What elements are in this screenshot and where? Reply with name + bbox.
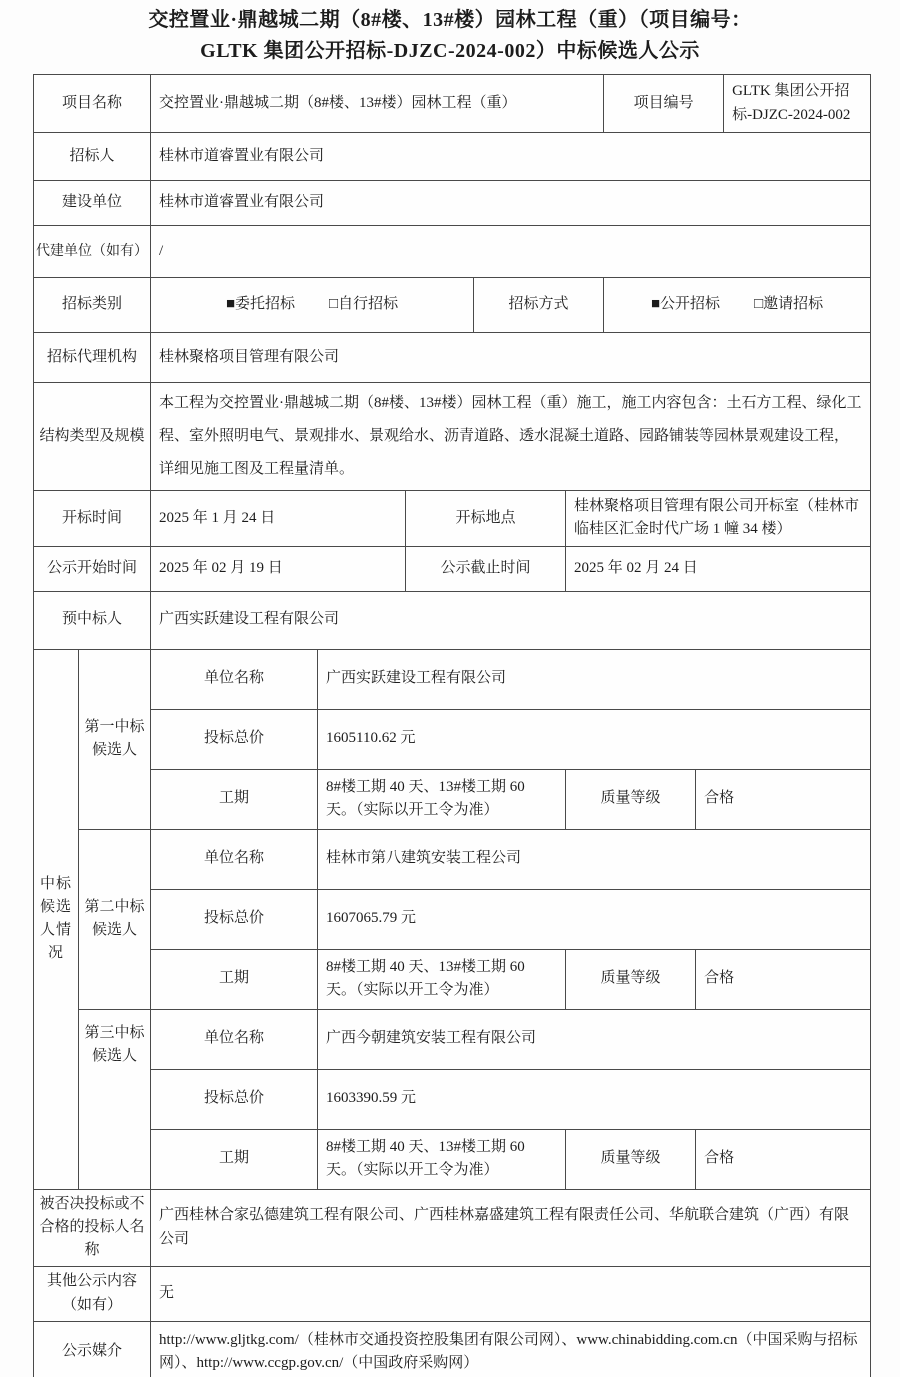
candidate1-duration-label: 工期: [151, 769, 318, 829]
candidate3-rank-label: 第三中标候选人: [79, 1009, 151, 1189]
bidding-method-label: 招标方式: [474, 278, 604, 333]
candidate1-quality-value: 合格: [696, 769, 871, 829]
candidate1-rank-label: 第一中标候选人: [79, 649, 151, 829]
structure-value: 本工程为交控置业·鼎越城二期（8#楼、13#楼）园林工程（重）施工，施工内容包含：土石方工程、绿化工程、室外照明电气、景观排水、景观给水、沥青道路、透水混凝土道路、园路铺装等园林景观建设工程，详细见施工图及工程量清单。: [151, 383, 871, 491]
row-bidding-category: [34, 278, 871, 333]
document-title-line1: 交控置业·鼎越城二期（8#楼、13#楼）园林工程（重）（项目编号：: [148, 9, 752, 31]
row-agent-build: [34, 226, 871, 278]
row-publicity-media: [34, 1321, 871, 1377]
pre-winner-value: 广西实跃建设工程有限公司: [151, 591, 871, 649]
candidate1-duration-value: 8#楼工期 40 天、13#楼工期 60 天。（实际以开工令为准）: [318, 769, 566, 829]
row-bid-open: [34, 491, 871, 547]
candidate3-price-label: 投标总价: [151, 1069, 318, 1129]
candidate2-quality-label: 质量等级: [566, 949, 696, 1009]
row-candidate2-price: [34, 889, 871, 949]
candidate3-quality-label: 质量等级: [566, 1129, 696, 1189]
candidate1-unit-value: 广西实跃建设工程有限公司: [318, 649, 871, 709]
bid-open-time-value: 2025 年 1 月 24 日: [151, 491, 406, 547]
candidate2-duration-value: 8#楼工期 40 天、13#楼工期 60 天。（实际以开工令为准）: [318, 949, 566, 1009]
candidate3-unit-label: 单位名称: [151, 1009, 318, 1069]
bid-open-time-label: 开标时间: [34, 491, 151, 547]
bid-open-place-label: 开标地点: [406, 491, 566, 547]
bidding-category-option-entrust: ■委托招标: [225, 296, 296, 313]
candidate2-rank-label: 第二中标候选人: [79, 829, 151, 1009]
announcement-table: [33, 74, 871, 1377]
agency-value: 桂林聚格项目管理有限公司: [151, 333, 871, 383]
row-tenderer: [34, 133, 871, 181]
candidate3-unit-value: 广西今朝建筑安装工程有限公司: [318, 1009, 871, 1069]
publicity-start-value: 2025 年 02 月 19 日: [151, 546, 406, 591]
candidate1-price-value: 1605110.62 元: [318, 709, 871, 769]
bid-open-place-value: 桂林聚格项目管理有限公司开标室（桂林市临桂区汇金时代广场 1 幢 34 楼）: [566, 491, 871, 547]
document-title-line2: GLTK 集团公开招标-DJZC-2024-002）中标候选人公示: [200, 40, 700, 62]
agency-label: 招标代理机构: [34, 333, 151, 383]
bidding-method-option-invite: □邀请招标: [754, 296, 824, 313]
candidate1-price-label: 投标总价: [151, 709, 318, 769]
row-pre-winner: [34, 591, 871, 649]
row-structure: [34, 383, 871, 491]
row-candidate1-duration: [34, 769, 871, 829]
candidate1-unit-label: 单位名称: [151, 649, 318, 709]
publicity-end-value: 2025 年 02 月 24 日: [566, 546, 871, 591]
candidate3-duration-label: 工期: [151, 1129, 318, 1189]
project-name-value: 交控置业·鼎越城二期（8#楼、13#楼）园林工程（重）: [151, 75, 604, 133]
document-title: [0, 5, 900, 67]
bidding-category-label: 招标类别: [34, 278, 151, 333]
tenderer-value: 桂林市道睿置业有限公司: [151, 133, 871, 181]
publicity-media-label: 公示媒介: [34, 1321, 151, 1377]
bidding-method-option-open: ■公开招标: [651, 296, 721, 313]
construction-unit-label: 建设单位: [34, 181, 151, 226]
row-other-content: [34, 1266, 871, 1321]
row-publicity-period: [34, 546, 871, 591]
candidate2-duration-label: 工期: [151, 949, 318, 1009]
publicity-start-label: 公示开始时间: [34, 546, 151, 591]
row-candidate3-duration: [34, 1129, 871, 1189]
bidding-method-options: [604, 278, 871, 333]
candidate1-quality-label: 质量等级: [566, 769, 696, 829]
row-candidate2-unit: [34, 829, 871, 889]
other-content-label: 其他公示内容（如有）: [34, 1266, 151, 1321]
other-content-value: 无: [151, 1266, 871, 1321]
candidate3-quality-value: 合格: [696, 1129, 871, 1189]
row-project: [34, 75, 871, 133]
rejected-bidders-value: 广西桂林合家弘德建筑工程有限公司、广西桂林嘉盛建筑工程有限责任公司、华航联合建筑（广西）有限公司: [151, 1189, 871, 1266]
candidate2-price-value: 1607065.79 元: [318, 889, 871, 949]
row-construction-unit: [34, 181, 871, 226]
row-candidate3-price: [34, 1069, 871, 1129]
publicity-media-value: http://www.gljtkg.com/（桂林市交通投资控股集团有限公司网）、www.chinabidding.com.cn（中国采购与招标网）、http://www.ccgp.gov.cn/（中国政府采购网）: [151, 1321, 871, 1377]
structure-label: 结构类型及规模: [34, 383, 151, 491]
row-agency: [34, 333, 871, 383]
agent-build-label: 代建单位（如有）: [34, 226, 151, 278]
tenderer-label: 招标人: [34, 133, 151, 181]
row-candidate1-price: [34, 709, 871, 769]
candidate2-unit-value: 桂林市第八建筑安装工程公司: [318, 829, 871, 889]
project-no-value: GLTK 集团公开招标-DJZC-2024-002: [724, 75, 871, 133]
pre-winner-label: 预中标人: [34, 591, 151, 649]
row-rejected-bidders: [34, 1189, 871, 1266]
project-name-label: 项目名称: [34, 75, 151, 133]
candidate3-price-value: 1603390.59 元: [318, 1069, 871, 1129]
publicity-end-label: 公示截止时间: [406, 546, 566, 591]
candidate2-price-label: 投标总价: [151, 889, 318, 949]
agent-build-value: /: [151, 226, 871, 278]
rejected-bidders-label: 被否决投标或不合格的投标人名称: [34, 1189, 151, 1266]
row-candidate3-unit: [34, 1009, 871, 1069]
project-no-label: 项目编号: [604, 75, 724, 133]
bidding-category-option-self: □自行招标: [329, 296, 399, 313]
bidding-category-options: [151, 278, 474, 333]
row-candidate1-unit: [34, 649, 871, 709]
candidates-section-label: 中标候选人情况: [34, 649, 79, 1189]
candidate3-duration-value: 8#楼工期 40 天、13#楼工期 60 天。（实际以开工令为准）: [318, 1129, 566, 1189]
candidate2-unit-label: 单位名称: [151, 829, 318, 889]
construction-unit-value: 桂林市道睿置业有限公司: [151, 181, 871, 226]
row-candidate2-duration: [34, 949, 871, 1009]
candidate2-quality-value: 合格: [696, 949, 871, 1009]
